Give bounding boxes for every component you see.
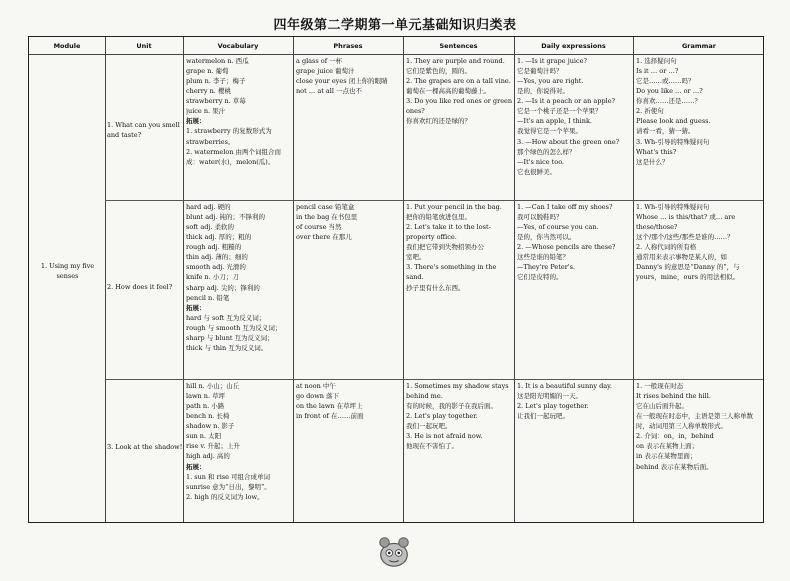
sentences-line: property office. (406, 233, 457, 242)
grammar-line: Is it … or …? (636, 67, 679, 76)
unit-1-sentences (406, 56, 513, 126)
daily-line: 1. It is a beautiful sunny day. (517, 382, 612, 390)
grammar-line: behind 表示在某物后面。 (636, 462, 713, 471)
sentences-line: 2. The grapes are on a tall vine. (406, 77, 511, 86)
vocab-line: thick adj. 厚的；粗的 (186, 233, 252, 242)
grammar-line: It rises behind the hill. (636, 392, 711, 401)
unit-2-vocabulary (186, 202, 292, 353)
grammar-line: in 表示在某物里面； (636, 452, 697, 461)
sentences-line: 1. Put your pencil in the bag. (406, 203, 502, 211)
unit-3-grammar (636, 381, 764, 472)
vocab-line: thick 与 thin 互为反义词。 (186, 343, 268, 352)
grammar-line: 这个/那个/这些/那些是谁的……？ (636, 233, 734, 242)
grammar-line: 时，动词用第三人称单数形式。 (636, 422, 727, 431)
phrases-line: over there 在那儿 (296, 233, 352, 242)
phrases-line: pencil case 铅笔盒 (296, 203, 355, 211)
grammar-line: Whose … is this/that? 或… are (636, 213, 736, 222)
grammar-line: 你喜欢……还是……？ (636, 97, 701, 106)
sentences-line: 1. They are purple and round. (406, 57, 505, 65)
sentences-line: 葡萄在一棵高高的葡萄藤上。 (406, 87, 491, 96)
daily-line: 我可以脱鞋吗？ (517, 213, 563, 222)
grammar-line: 请看一看，猜一猜。 (636, 127, 695, 136)
module-name: 1. Using my five senses (40, 262, 95, 280)
vocab-line: 1. sun 和 rise 可组合成单词 (186, 472, 271, 481)
vocab-line: knife n. 小刀；刀 (186, 273, 239, 282)
vocab-line: hard adj. 硬的 (186, 203, 231, 211)
daily-line: 这是阳光明媚的一天。 (517, 392, 582, 401)
unit-1-phrases (296, 56, 402, 96)
sentences-line: 你喜欢红的还是绿的？ (406, 117, 471, 126)
daily-line: —It's an apple, I think. (517, 117, 592, 126)
daily-line: 1. —Can I take off my shoes? (517, 203, 613, 211)
unit-2-daily-expressions (517, 202, 632, 283)
vocab-line: 拓展： (186, 303, 206, 312)
grammar-line: Do you like … or …? (636, 87, 703, 96)
daily-line: 它是一个桃子还是一个苹果？ (517, 107, 602, 116)
unit-1-name: 1. What can you smell and taste? (107, 121, 180, 139)
vocab-line: bench n. 长椅 (186, 412, 230, 421)
phrases-line: on the lawn 在草坪上 (296, 402, 363, 411)
vocab-line: 2. high 的反义词为 low。 (186, 492, 264, 501)
vocab-line: rough 与 smooth 互为反义词； (186, 323, 282, 332)
grammar-line: 2. 祈使句 (636, 107, 664, 116)
daily-line: —Yes, you are right. (517, 77, 584, 86)
vocab-line: sharp adj. 尖的；锋利的 (186, 283, 260, 292)
daily-line: 这些是谁的铅笔？ (517, 253, 569, 262)
vocab-line: 拓展： (186, 462, 206, 471)
grammar-line: on 表示在某物上面； (636, 442, 699, 451)
grammar-line: 2. 人称代词的所有格 (636, 243, 697, 252)
sentences-line: 3. He is not afraid now. (406, 432, 483, 441)
header-phrases: Phrases (333, 42, 363, 50)
sentences-line: 2. Let's play together. (406, 412, 478, 421)
grammar-line: 这是什么？ (636, 157, 669, 166)
vocab-line: sharp 与 blunt 互为反义词； (186, 333, 274, 342)
vocab-line: blunt adj. 钝的；不锋利的 (186, 213, 265, 222)
vocab-line: shadow n. 影子 (186, 422, 235, 431)
vocab-line: grape n. 葡萄 (186, 67, 229, 76)
unit-1-daily-expressions (517, 56, 632, 177)
phrases-line: in front of 在……前面 (296, 412, 364, 421)
daily-line: —Yes, of course you can. (517, 223, 599, 232)
unit-3-name: 3. Look at the shadow! (107, 443, 183, 451)
grammar-line: 1. 一般现在时态 (636, 382, 684, 390)
daily-line: —It's nice too. (517, 157, 565, 166)
grammar-line: 它是……或……吗？ (636, 77, 695, 86)
vocab-line: hard 与 soft 互为反义词； (186, 313, 266, 322)
daily-line: 是的，你当然可以。 (517, 233, 576, 242)
daily-line: 1. —Is it grape juice? (517, 57, 587, 65)
unit-1-vocabulary (186, 56, 292, 167)
header-unit: Unit (136, 42, 152, 50)
sentences-line: 3. Do you like red ones or green (406, 97, 513, 106)
phrases-line: in the bag 在书包里 (296, 213, 358, 222)
grammar-line: 3. Wh-引导的特殊疑问句 (636, 137, 710, 146)
unit-2-sentences (406, 202, 513, 293)
unit-2-phrases (296, 202, 402, 242)
daily-line: 那个绿色的怎么样？ (517, 147, 576, 156)
header-grammar: Grammar (681, 42, 717, 50)
grammar-line: 1. 选择疑问句 (636, 57, 677, 65)
sentences-line: behind me. (406, 392, 443, 401)
sentences-line: 我们一起玩吧。 (406, 422, 452, 431)
phrases-line: close your eyes 闭上你的眼睛 (296, 77, 388, 86)
sentences-line: 抄子里有什么东西。 (406, 283, 465, 292)
sentences-line: 2. Let's take it to the lost- (406, 223, 491, 232)
unit-1-grammar (636, 56, 764, 167)
sentences-line: 他现在不害怕了。 (406, 442, 458, 451)
daily-line: 2. Let's play together. (517, 402, 589, 411)
vocab-line: soft adj. 柔软的 (186, 223, 235, 232)
daily-line: 我觉得它是一个苹果。 (517, 127, 582, 136)
mascot-logo-icon (375, 532, 413, 570)
daily-line: 是的，你说得对。 (517, 87, 569, 96)
sentences-line: 3. There's something in the sand. (406, 263, 497, 282)
grammar-line: What's this? (636, 147, 677, 156)
vocab-line: rise v. 升起；上升 (186, 442, 240, 451)
vocab-line: thin adj. 薄的；细的 (186, 253, 248, 262)
page-title: 四年级第二学期第一单元基础知识归类表 (273, 18, 517, 33)
vocab-line: plum n. 李子；梅子 (186, 77, 246, 86)
grammar-line: 1. Wh-引导的特殊疑问句 (636, 203, 710, 211)
vocab-line: strawberry n. 草莓 (186, 97, 246, 106)
vocab-line: juice n. 果汁 (186, 107, 226, 116)
vocab-line: sunrise 意为“日出，黎明”。 (186, 482, 271, 491)
daily-line: 2. —Whose pencils are these? (517, 243, 616, 252)
header-module: Module (53, 42, 81, 50)
daily-line: —They're Peter's. (517, 263, 576, 272)
daily-line: 让我们一起玩吧。 (517, 412, 569, 421)
vocab-line: sun n. 太阳 (186, 432, 222, 441)
phrases-line: of course 当然 (296, 223, 342, 232)
sentences-line: 我们把它带到失物招领办公 (406, 243, 484, 252)
phrases-line: at noon 中午 (296, 382, 336, 390)
vocab-line: pencil n. 铅笔 (186, 293, 230, 302)
grammar-line: Please look and guess. (636, 117, 711, 126)
phrases-line: a glass of 一杯 (296, 57, 343, 65)
daily-line: 它也很鲜美。 (517, 167, 556, 176)
sentences-line: 把你的铅笔放进包里。 (406, 213, 471, 222)
vocab-line: path n. 小路 (186, 402, 225, 411)
sentences-line: 1. Sometimes my shadow stays (406, 382, 509, 390)
phrases-line: go down 落下 (296, 392, 340, 401)
sentences-line: 它们是紫色的，圆的。 (406, 67, 471, 76)
vocab-line: high adj. 高的 (186, 452, 230, 461)
unit-3-daily-expressions (517, 381, 632, 421)
vocab-line: 2. watermelon 由两个词组合而 (186, 147, 282, 156)
daily-line: 它是葡萄汁吗？ (517, 67, 563, 76)
grammar-line: 2. 介词：on，in，behind (636, 432, 714, 441)
grammar-line: yours，mine，ours 的用法相似。 (636, 273, 740, 282)
grammar-line: Danny's 的意思是“Danny 的”，与 (636, 263, 740, 272)
phrases-line: grape juice 葡萄汁 (296, 67, 355, 76)
unit-3-phrases (296, 381, 402, 421)
vocab-line: cherry n. 樱桃 (186, 87, 231, 96)
header-vocabulary: Vocabulary (217, 42, 259, 50)
sentences-line: 有的时候，我的影子在我后面。 (406, 402, 497, 411)
vocab-line: 拓展： (186, 117, 206, 126)
daily-line: 2. —Is it a peach or an apple? (517, 97, 616, 106)
knowledge-table (28, 36, 764, 523)
vocab-line: 1. strawberry 的复数形式为 (186, 127, 272, 136)
grammar-line: 通常用来表示事物是某人的，如 (636, 253, 727, 262)
unit-2-grammar (636, 202, 764, 283)
sentences-line: ones? (406, 107, 425, 116)
header-daily-expressions: Daily expressions (541, 42, 606, 50)
vocab-line: 成：water(水)，melon(瓜)。 (186, 157, 275, 166)
vocab-line: smooth adj. 光滑的 (186, 263, 246, 272)
vocab-line: watermelon n. 西瓜 (186, 57, 249, 65)
unit-2-name: 2. How does it feel? (107, 283, 173, 291)
daily-line: 3. —How about the green one? (517, 137, 620, 146)
sentences-line: 室吧。 (406, 253, 426, 262)
unit-3-sentences (406, 381, 513, 451)
phrases-line: not … at all 一点也不 (296, 87, 362, 96)
header-sentences: Sentences (439, 42, 478, 50)
grammar-line: 它在山后面升起。 (636, 402, 688, 411)
vocab-line: hill n. 小山；山丘 (186, 382, 240, 390)
grammar-line: 在一般现在时态中，主语是第三人称单数 (636, 412, 753, 421)
vocab-line: strawberries。 (186, 137, 235, 146)
unit-3-vocabulary (186, 381, 292, 502)
vocab-line: lawn n. 草坪 (186, 392, 226, 401)
daily-line: 它们是皮特的。 (517, 273, 563, 282)
vocab-line: rough adj. 粗糙的 (186, 243, 242, 252)
grammar-line: these/those? (636, 223, 678, 232)
